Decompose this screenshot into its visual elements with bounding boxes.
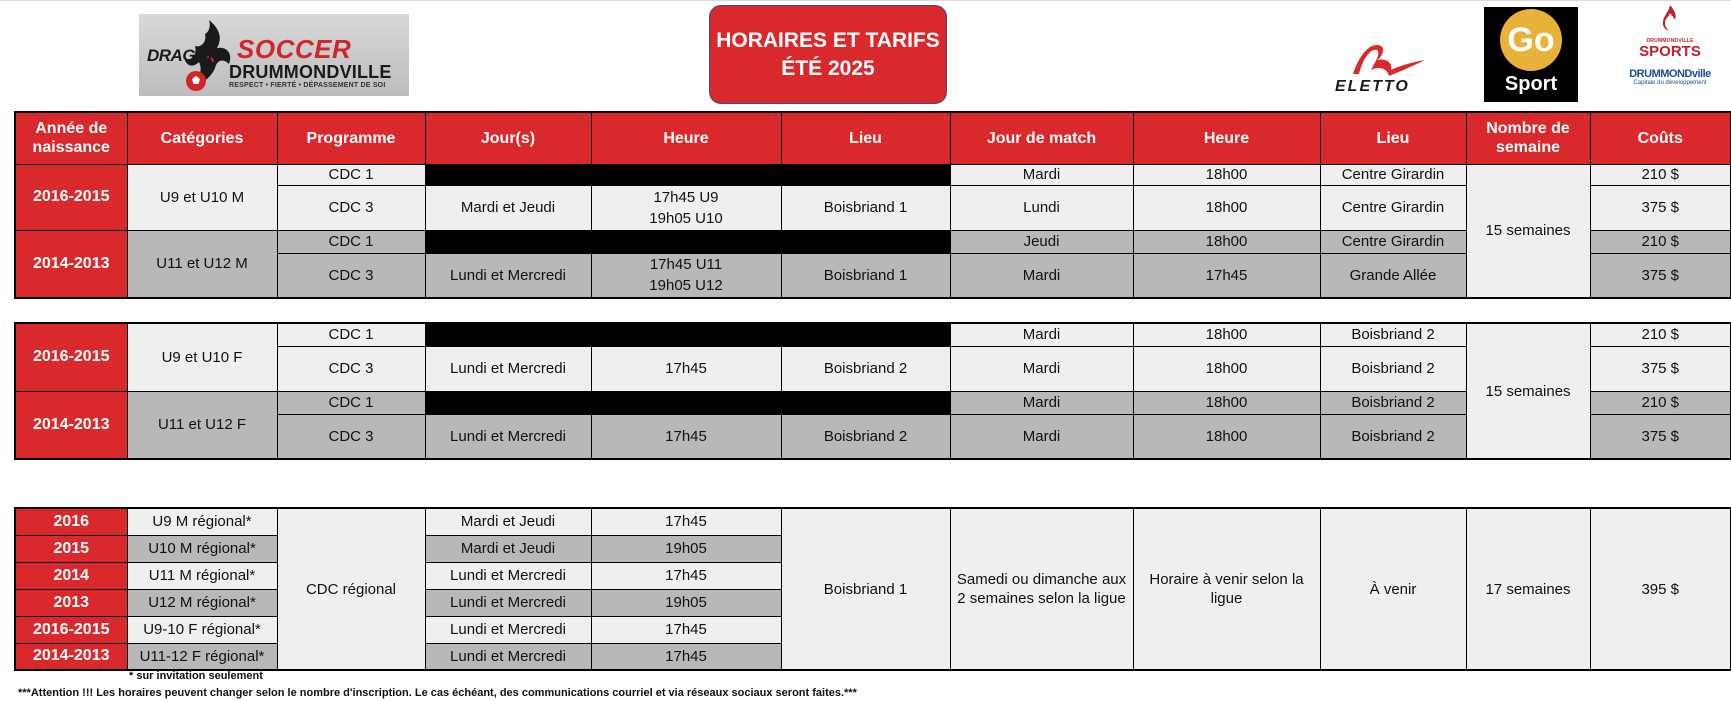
title-line-2: ÉTÉ 2025 <box>781 56 875 80</box>
category-cell: U11 et U12 F <box>127 391 277 459</box>
dsports-caption: Capitale du développement <box>1633 80 1707 86</box>
header-program: Programme <box>277 112 425 164</box>
match-time-cell: 18h00 <box>1133 230 1320 253</box>
match-place-cell: Boisbriand 2 <box>1320 414 1466 459</box>
match-day-cell: Mardi <box>950 253 1133 298</box>
program-cell: CDC 3 <box>277 414 425 459</box>
blocked-cell <box>425 230 950 253</box>
logo-word-dragon: DRAGON <box>147 46 220 65</box>
table-row <box>15 164 1731 185</box>
drummondville-sports-logo <box>1620 4 1720 104</box>
time-cell: 17h45 <box>591 643 781 670</box>
match-time-cell: 17h45 <box>1133 253 1320 298</box>
birth-year-cell: 2014 <box>15 562 127 589</box>
match-time-cell: 18h00 <box>1133 323 1320 346</box>
category-cell: U11 M régional* <box>127 562 277 589</box>
blocked-cell <box>425 164 950 185</box>
days-cell: Lundi et Mercredi <box>425 346 591 391</box>
match-day-cell: Mardi <box>950 164 1133 185</box>
match-place-cell: Centre Girardin <box>1320 185 1466 230</box>
header-match-day: Jour de match <box>950 112 1133 164</box>
header-match-time: Heure <box>1133 112 1320 164</box>
match-day-cell: Mardi <box>950 323 1133 346</box>
match-time-cell: 18h00 <box>1133 164 1320 185</box>
time-cell: 19h05 <box>591 589 781 616</box>
table-header-row <box>15 112 1731 164</box>
program-cell: CDC 1 <box>277 164 425 185</box>
match-place-cell: Grande Allée <box>1320 253 1466 298</box>
days-cell: Lundi et Mercredi <box>425 616 591 643</box>
program-cell: CDC 3 <box>277 185 425 230</box>
match-day-cell: Mardi <box>950 346 1133 391</box>
weeks-cell: 17 semaines <box>1466 508 1590 670</box>
cost-cell: 210 $ <box>1590 230 1731 253</box>
match-time-cell: 18h00 <box>1133 391 1320 414</box>
cost-cell: 375 $ <box>1590 414 1731 459</box>
category-cell: U9 et U10 F <box>127 323 277 391</box>
time-cell <box>591 185 781 230</box>
program-cell: CDC régional <box>277 508 425 670</box>
category-cell: U9 M régional* <box>127 508 277 535</box>
header-days: Jour(s) <box>425 112 591 164</box>
schedule-table-boys <box>14 111 1731 299</box>
match-place-cell: Centre Girardin <box>1320 230 1466 253</box>
place-cell: Boisbriand 2 <box>781 346 950 391</box>
days-cell: Lundi et Mercredi <box>425 643 591 670</box>
dsports-small-text: DRUMMONDVILLE <box>1646 38 1694 44</box>
header-weeks: Nombre de semaine <box>1466 112 1590 164</box>
days-cell: Lundi et Mercredi <box>425 589 591 616</box>
match-day-cell: Samedi ou dimanche aux 2 semaines selon la ligue <box>950 508 1133 670</box>
schedule-table-girls <box>14 322 1731 460</box>
cost-cell: 395 $ <box>1590 508 1731 670</box>
days-cell: Lundi et Mercredi <box>425 253 591 298</box>
place-cell: Boisbriand 1 <box>781 508 950 670</box>
header-costs: Coûts <box>1590 112 1731 164</box>
birth-year-cell: 2014-2013 <box>15 391 127 459</box>
program-cell: CDC 1 <box>277 323 425 346</box>
place-cell: Boisbriand 2 <box>781 414 950 459</box>
days-cell: Mardi et Jeudi <box>425 185 591 230</box>
weeks-cell: 15 semaines <box>1466 323 1590 459</box>
header-categories: Catégories <box>127 112 277 164</box>
time-cell: 17h45 <box>591 508 781 535</box>
eletto-wordmark: ELETTO <box>1335 78 1410 95</box>
gosport-circle: Go <box>1500 9 1562 71</box>
days-cell: Lundi et Mercredi <box>425 414 591 459</box>
time-cell: 17h45 <box>591 562 781 589</box>
header-match-place: Lieu <box>1320 112 1466 164</box>
time-line-2: 19h05 U10 <box>649 209 723 227</box>
cost-cell: 210 $ <box>1590 323 1731 346</box>
logo-word-soccer: SOCCER <box>237 34 352 64</box>
title-line-1: HORAIRES ET TARIFS <box>716 28 940 52</box>
match-day-cell: Mardi <box>950 391 1133 414</box>
cost-cell: 375 $ <box>1590 346 1731 391</box>
program-cell: CDC 1 <box>277 391 425 414</box>
match-place-cell: Centre Girardin <box>1320 164 1466 185</box>
birth-year-cell: 2016-2015 <box>15 616 127 643</box>
cost-cell: 375 $ <box>1590 185 1731 230</box>
logo-tagline: RESPECT • FIERTÉ • DÉPASSEMENT DE SOI <box>229 82 386 89</box>
gosport-logo <box>1484 7 1578 102</box>
page-title <box>709 5 947 104</box>
soccer-ball-icon <box>185 70 207 92</box>
match-time-cell: 18h00 <box>1133 185 1320 230</box>
header-time: Heure <box>591 112 781 164</box>
time-cell: 17h45 <box>591 616 781 643</box>
program-cell: CDC 1 <box>277 230 425 253</box>
birth-year-cell: 2016-2015 <box>15 323 127 391</box>
cost-cell: 375 $ <box>1590 253 1731 298</box>
dsports-city: DRUMMONDville <box>1629 68 1711 80</box>
dsports-word: SPORTS <box>1639 43 1701 60</box>
match-place-cell: Boisbriand 2 <box>1320 391 1466 414</box>
program-cell: CDC 3 <box>277 346 425 391</box>
birth-year-cell: 2014-2013 <box>15 230 127 298</box>
table-row <box>15 508 1731 535</box>
birth-year-cell: 2014-2013 <box>15 643 127 670</box>
days-cell: Mardi et Jeudi <box>425 535 591 562</box>
attention-note: ***Attention !!! Les horaires peuvent changer selon le nombre d'inscription. Le cas échéant, des communications courriel et via réseaux sociaux seront faites.*** <box>18 687 857 699</box>
birth-year-cell: 2016 <box>15 508 127 535</box>
flame-icon <box>1659 4 1681 32</box>
schedule-table-regional <box>14 507 1731 671</box>
time-cell: 17h45 <box>591 346 781 391</box>
gosport-word: Sport <box>1504 73 1558 95</box>
header-place: Lieu <box>781 112 950 164</box>
table-row <box>15 323 1731 346</box>
place-cell: Boisbriand 1 <box>781 253 950 298</box>
time-line-2: 19h05 U12 <box>649 277 723 295</box>
cost-cell: 210 $ <box>1590 391 1731 414</box>
eletto-logo <box>1333 40 1433 95</box>
match-place-cell: À venir <box>1320 508 1466 670</box>
match-day-cell: Lundi <box>950 185 1133 230</box>
match-day-cell: Jeudi <box>950 230 1133 253</box>
program-cell: CDC 3 <box>277 253 425 298</box>
time-cell <box>591 253 781 298</box>
category-cell: U9-10 F régional* <box>127 616 277 643</box>
logo-word-city: DRUMMONDVILLE <box>229 62 392 82</box>
category-cell: U12 M régional* <box>127 589 277 616</box>
top-divider <box>0 0 1731 1</box>
match-place-cell: Boisbriand 2 <box>1320 323 1466 346</box>
cost-cell: 210 $ <box>1590 164 1731 185</box>
birth-year-cell: 2013 <box>15 589 127 616</box>
invitation-note: * sur invitation seulement <box>129 670 263 682</box>
time-line-1: 17h45 U11 <box>649 256 723 274</box>
match-time-cell: 18h00 <box>1133 346 1320 391</box>
time-cell: 17h45 <box>591 414 781 459</box>
days-cell: Lundi et Mercredi <box>425 562 591 589</box>
birth-year-cell: 2015 <box>15 535 127 562</box>
weeks-cell: 15 semaines <box>1466 164 1590 298</box>
birth-year-cell: 2016-2015 <box>15 164 127 230</box>
header-birth-year: Année de naissance <box>15 112 127 164</box>
match-day-cell: Mardi <box>950 414 1133 459</box>
category-cell: U10 M régional* <box>127 535 277 562</box>
match-time-cell: 18h00 <box>1133 414 1320 459</box>
match-place-cell: Boisbriand 2 <box>1320 346 1466 391</box>
category-cell: U9 et U10 M <box>127 164 277 230</box>
time-line-1: 17h45 U9 <box>653 188 719 206</box>
eletto-swoosh-icon <box>1333 40 1433 80</box>
place-cell: Boisbriand 1 <box>781 185 950 230</box>
days-cell: Mardi et Jeudi <box>425 508 591 535</box>
club-logo <box>139 14 409 96</box>
category-cell: U11-12 F régional* <box>127 643 277 670</box>
blocked-cell <box>425 323 950 346</box>
match-time-cell: Horaire à venir selon la ligue <box>1133 508 1320 670</box>
category-cell: U11 et U12 M <box>127 230 277 298</box>
blocked-cell <box>425 391 950 414</box>
time-cell: 19h05 <box>591 535 781 562</box>
